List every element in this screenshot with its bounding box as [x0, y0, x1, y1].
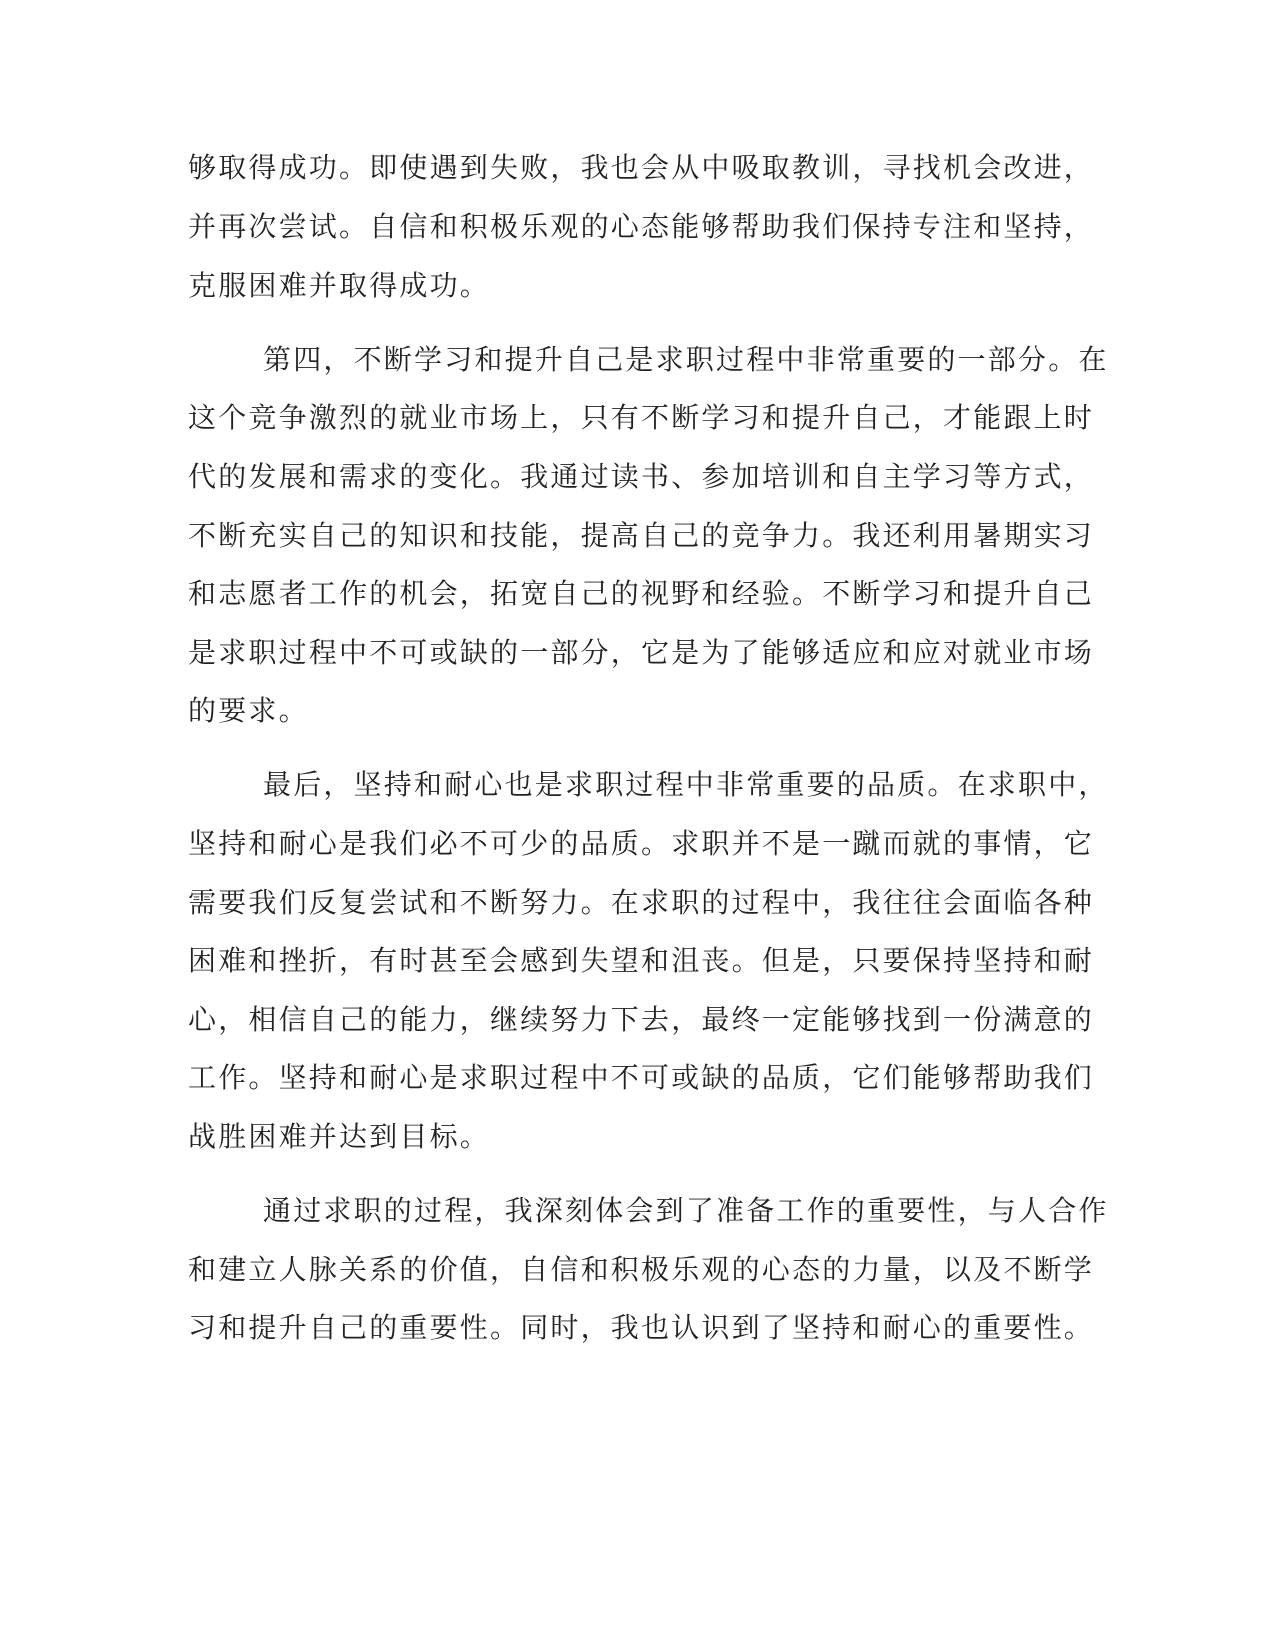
text-line: 的要求。 — [188, 694, 309, 727]
text-line: 不断充实自己的知识和技能，提高自己的竞争力。我还利用暑期实习 — [188, 519, 1095, 552]
paragraph-start-line: 最后，坚持和耐心也是求职过程中非常重要的品质。在求职中， — [263, 768, 1109, 801]
text-line: 坚持和耐心是我们必不可少的品质。求职并不是一蹴而就的事情，它 — [188, 827, 1095, 860]
text-line: 是求职过程中不可或缺的一部分，它是为了能够适应和应对就业市场 — [188, 636, 1095, 669]
text-line: 习和提升自己的重要性。同时，我也认识到了坚持和耐心的重要性。 — [188, 1311, 1095, 1344]
text-line: 和建立人脉关系的价值，自信和积极乐观的心态的力量，以及不断学 — [188, 1253, 1095, 1286]
text-line: 够取得成功。即使遇到失败，我也会从中吸取教训，寻找机会改进， — [188, 151, 1095, 184]
text-line: 需要我们反复尝试和不断努力。在求职的过程中，我往往会面临各种 — [188, 886, 1095, 919]
text-line: 代的发展和需求的变化。我通过读书、参加培训和自主学习等方式， — [188, 460, 1095, 493]
text-line: 战胜困难并达到目标。 — [188, 1120, 491, 1153]
text-line: 和志愿者工作的机会，拓宽自己的视野和经验。不断学习和提升自己 — [188, 577, 1095, 610]
text-line: 这个竞争激烈的就业市场上，只有不断学习和提升自己，才能跟上时 — [188, 401, 1095, 434]
text-line: 克服困难并取得成功。 — [188, 269, 491, 302]
text-line: 并再次尝试。自信和积极乐观的心态能够帮助我们保持专注和坚持， — [188, 210, 1095, 243]
text-line: 困难和挫折，有时甚至会感到失望和沮丧。但是，只要保持坚持和耐 — [188, 944, 1095, 977]
text-line: 工作。坚持和耐心是求职过程中不可或缺的品质，它们能够帮助我们 — [188, 1061, 1095, 1094]
text-line: 心，相信自己的能力，继续努力下去，最终一定能够找到一份满意的 — [188, 1003, 1095, 1036]
paragraph-start-line: 第四，不断学习和提升自己是求职过程中非常重要的一部分。在 — [263, 343, 1109, 376]
paragraph-start-line: 通过求职的过程，我深刻体会到了准备工作的重要性，与人合作 — [263, 1194, 1109, 1227]
